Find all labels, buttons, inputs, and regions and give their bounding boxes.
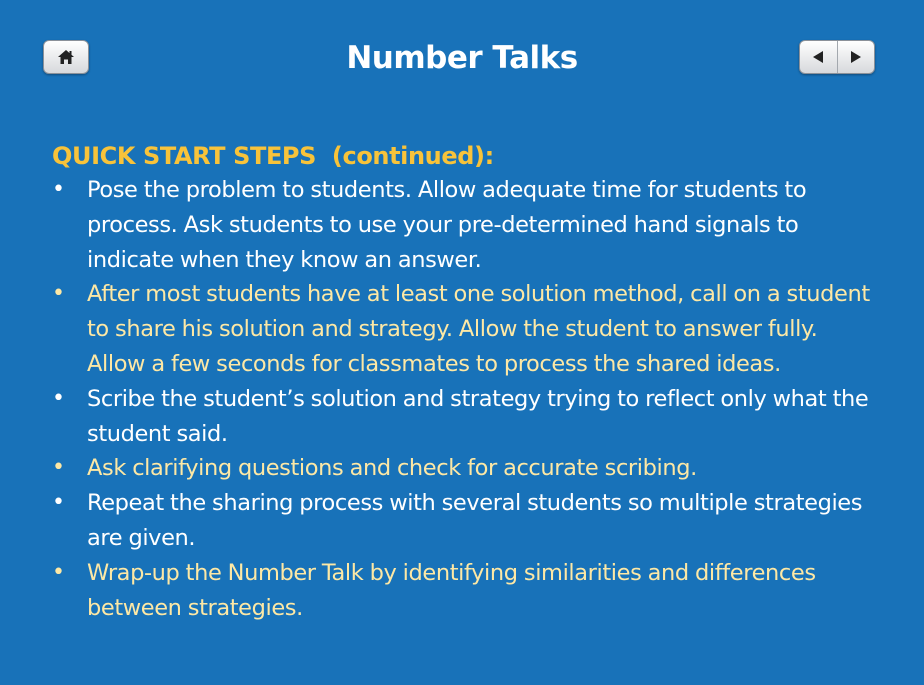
bullet-item — [52, 486, 872, 556]
bullet-marker: • — [52, 177, 65, 202]
bullet-marker: • — [52, 385, 65, 411]
bullet-marker: • — [52, 281, 65, 307]
bullet-marker: • — [52, 455, 65, 481]
bullet-item — [52, 277, 872, 381]
bullet-item — [52, 382, 872, 452]
bullet-item — [52, 556, 872, 626]
slide-navigation — [799, 40, 875, 74]
bullet-text: Repeat the sharing process with several students so multiple strategies are given. — [87, 490, 863, 551]
bullet-text: Scribe the student’s solution and strategy trying to reflect only what the student said. — [87, 385, 869, 447]
bullet-text: Wrap-up the Number Talk by identifying similarities and differences between strategies. — [87, 559, 816, 621]
bullet-text: After most students have at least one solution method, call on a student to share his solution and strategy. Allow the student to answer fully. Allow a few seconds for classmates to process the shared ideas. — [87, 281, 870, 377]
bullet-text: Ask clarifying questions and check for accurate scribing. — [87, 455, 697, 482]
section-heading: QUICK START STEPS (continued): — [52, 142, 494, 170]
slide-content — [52, 139, 872, 625]
previous-slide-button[interactable] — [800, 41, 837, 73]
triangle-left-icon — [812, 50, 824, 64]
triangle-right-icon — [850, 50, 862, 64]
bullet-text: Pose the problem to students. Allow adequate time for students to process. Ask students to use your pre-determined hand signals to indicate when they know an answer. — [87, 177, 807, 273]
bullet-marker: • — [52, 559, 65, 585]
next-slide-button[interactable] — [837, 41, 875, 73]
bullet-marker: • — [52, 490, 65, 516]
bullet-item — [52, 451, 872, 486]
bullet-item — [52, 173, 872, 277]
bullet-list — [52, 173, 872, 625]
page-title: Number Talks — [346, 40, 578, 76]
